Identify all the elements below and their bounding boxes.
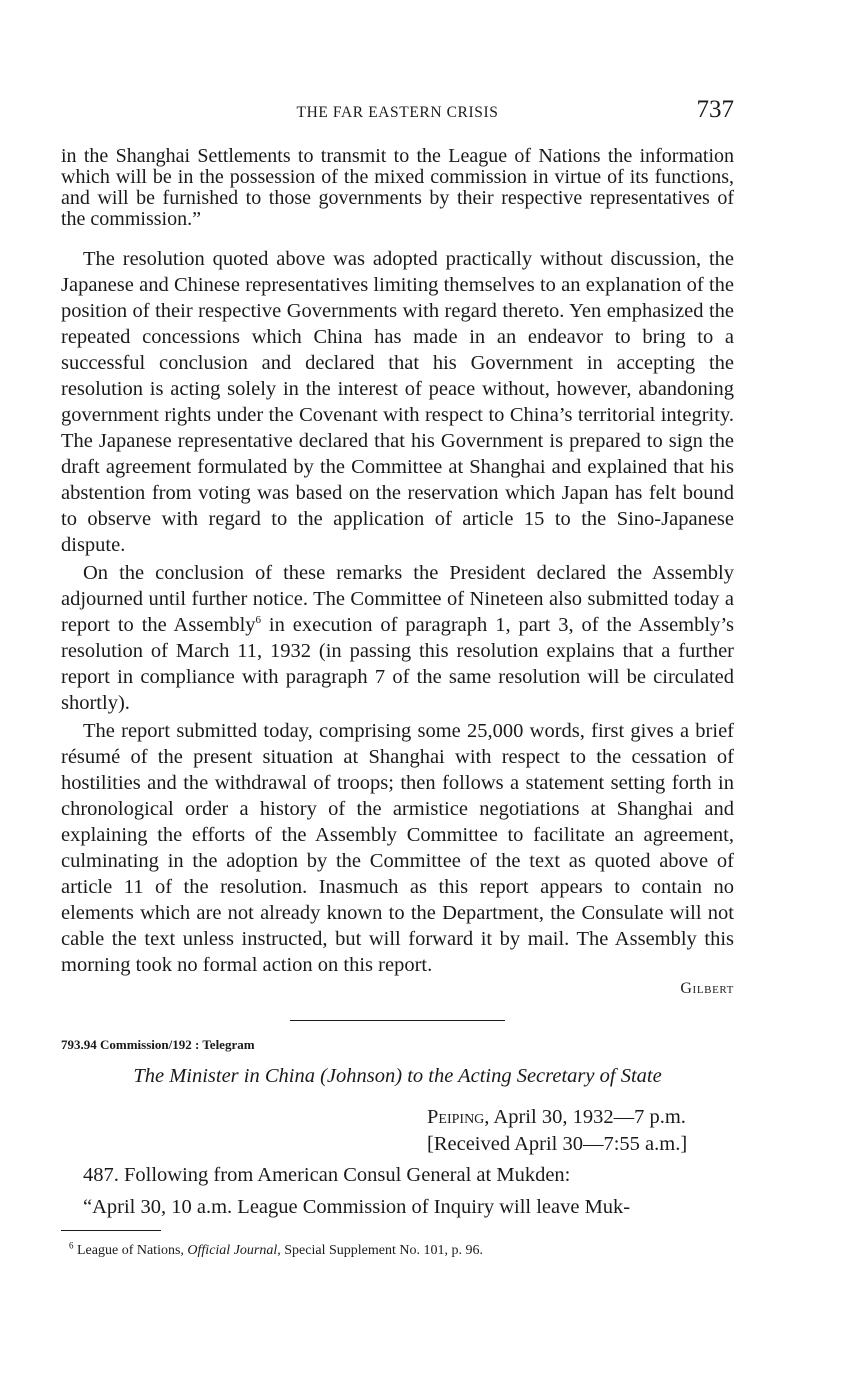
signature-gilbert: Gilbert [680, 980, 734, 997]
date-received: [Received April 30—7:55 a.m.] [427, 1133, 688, 1155]
footnote-6 [61, 1240, 734, 1259]
paragraph-text-before-note: On the conclusion of these remarks the President declared the Assembly adjourned until further notice. The Committee of Nineteen also submitted today a report to the Assembly [61, 562, 734, 636]
telegram-paragraph-487: 487. Following from American Consul General at Mukden: [83, 1164, 571, 1186]
footnote-divider [61, 1230, 161, 1231]
paragraph-resolution-discussion: The resolution quoted above was adopted practically without discussion, the Japanese and Chinese representatives limiting themselves to an explanation of the position of their respective Governments with regard thereto. Yen emphasized the repeated concessions which China has made in an endeavor to bring to a successful conclusion and declared that his Government in accepting the resolution is acting solely in the interest of peace without, however, abandoning government rights under the Covenant with respect to China’s territorial integrity. The Japanese representative declared that his Government is prepared to sign the draft agreement formulated by the Committee at Shanghai and explained that his abstention from voting was based on the reservation which Japan has felt bound to observe with regard to the application of article 15 to the Sino-Japanese dispute. [61, 248, 734, 556]
file-reference: 793.94 Commission/192 : Telegram [61, 1037, 255, 1052]
quoted-resolution-ending: in the Shanghai Settlements to transmit to the League of Nations the information which will be in the possession of the mixed commission in virtue of its functions, and will be furnished to those governments by their respective representatives of the commission.” [61, 145, 734, 230]
footnote-marker: 6 [69, 1240, 74, 1251]
date-sent [427, 1104, 734, 1131]
document-page [61, 92, 734, 1259]
document-heading: The Minister in China (Johnson) to the Acting Secretary of State [133, 1065, 662, 1087]
footnote-reference: 6 [255, 614, 262, 627]
footnote-text-after: , Special Supplement No. 101, p. 96. [277, 1243, 483, 1258]
paragraph-text-after-note: in execution of paragraph 1, part 3, of the Assembly’s resolution of March 11, 1932 (in passing this resolution explains that a further report in compliance with paragraph 7 of the same resolution will be circulated shortly). [61, 614, 734, 714]
dateline [427, 1104, 734, 1158]
paragraph-report-summary: The report submitted today, comprising some 25,000 words, first gives a brief résumé of the present situation at Shanghai with respect to the cessation of hostilities and the withdrawal of troops; then follows a statement setting forth in chronological order a history of the armistice negotiations at Shanghai and explaining the efforts of the Assembly Committee to facilitate an agreement, culminating in the adoption by the Committee of the text as quoted above of article 11 of the resolution. Inasmuch as this report appears to contain no elements which are not already known to the Department, the Consulate will not cable the text unless instructed, but will forward it by mail. The Assembly this morning took no formal action on this report. [61, 720, 734, 976]
section-divider [290, 1020, 505, 1021]
paragraph-assembly-adjourned [61, 560, 734, 716]
telegram-paragraph-mukden: “April 30, 10 a.m. League Commission of Inquiry will leave Muk- [83, 1196, 631, 1218]
footnote-journal-title: Official Journal [187, 1243, 278, 1258]
place-name: Peiping [427, 1106, 485, 1128]
date-sent-text: , April 30, 1932—7 p.m. [484, 1106, 686, 1128]
running-header [61, 92, 734, 132]
page-number: 737 [696, 96, 734, 123]
running-title: THE FAR EASTERN CRISIS [296, 104, 499, 121]
footnote-text-before: League of Nations, [77, 1243, 188, 1258]
